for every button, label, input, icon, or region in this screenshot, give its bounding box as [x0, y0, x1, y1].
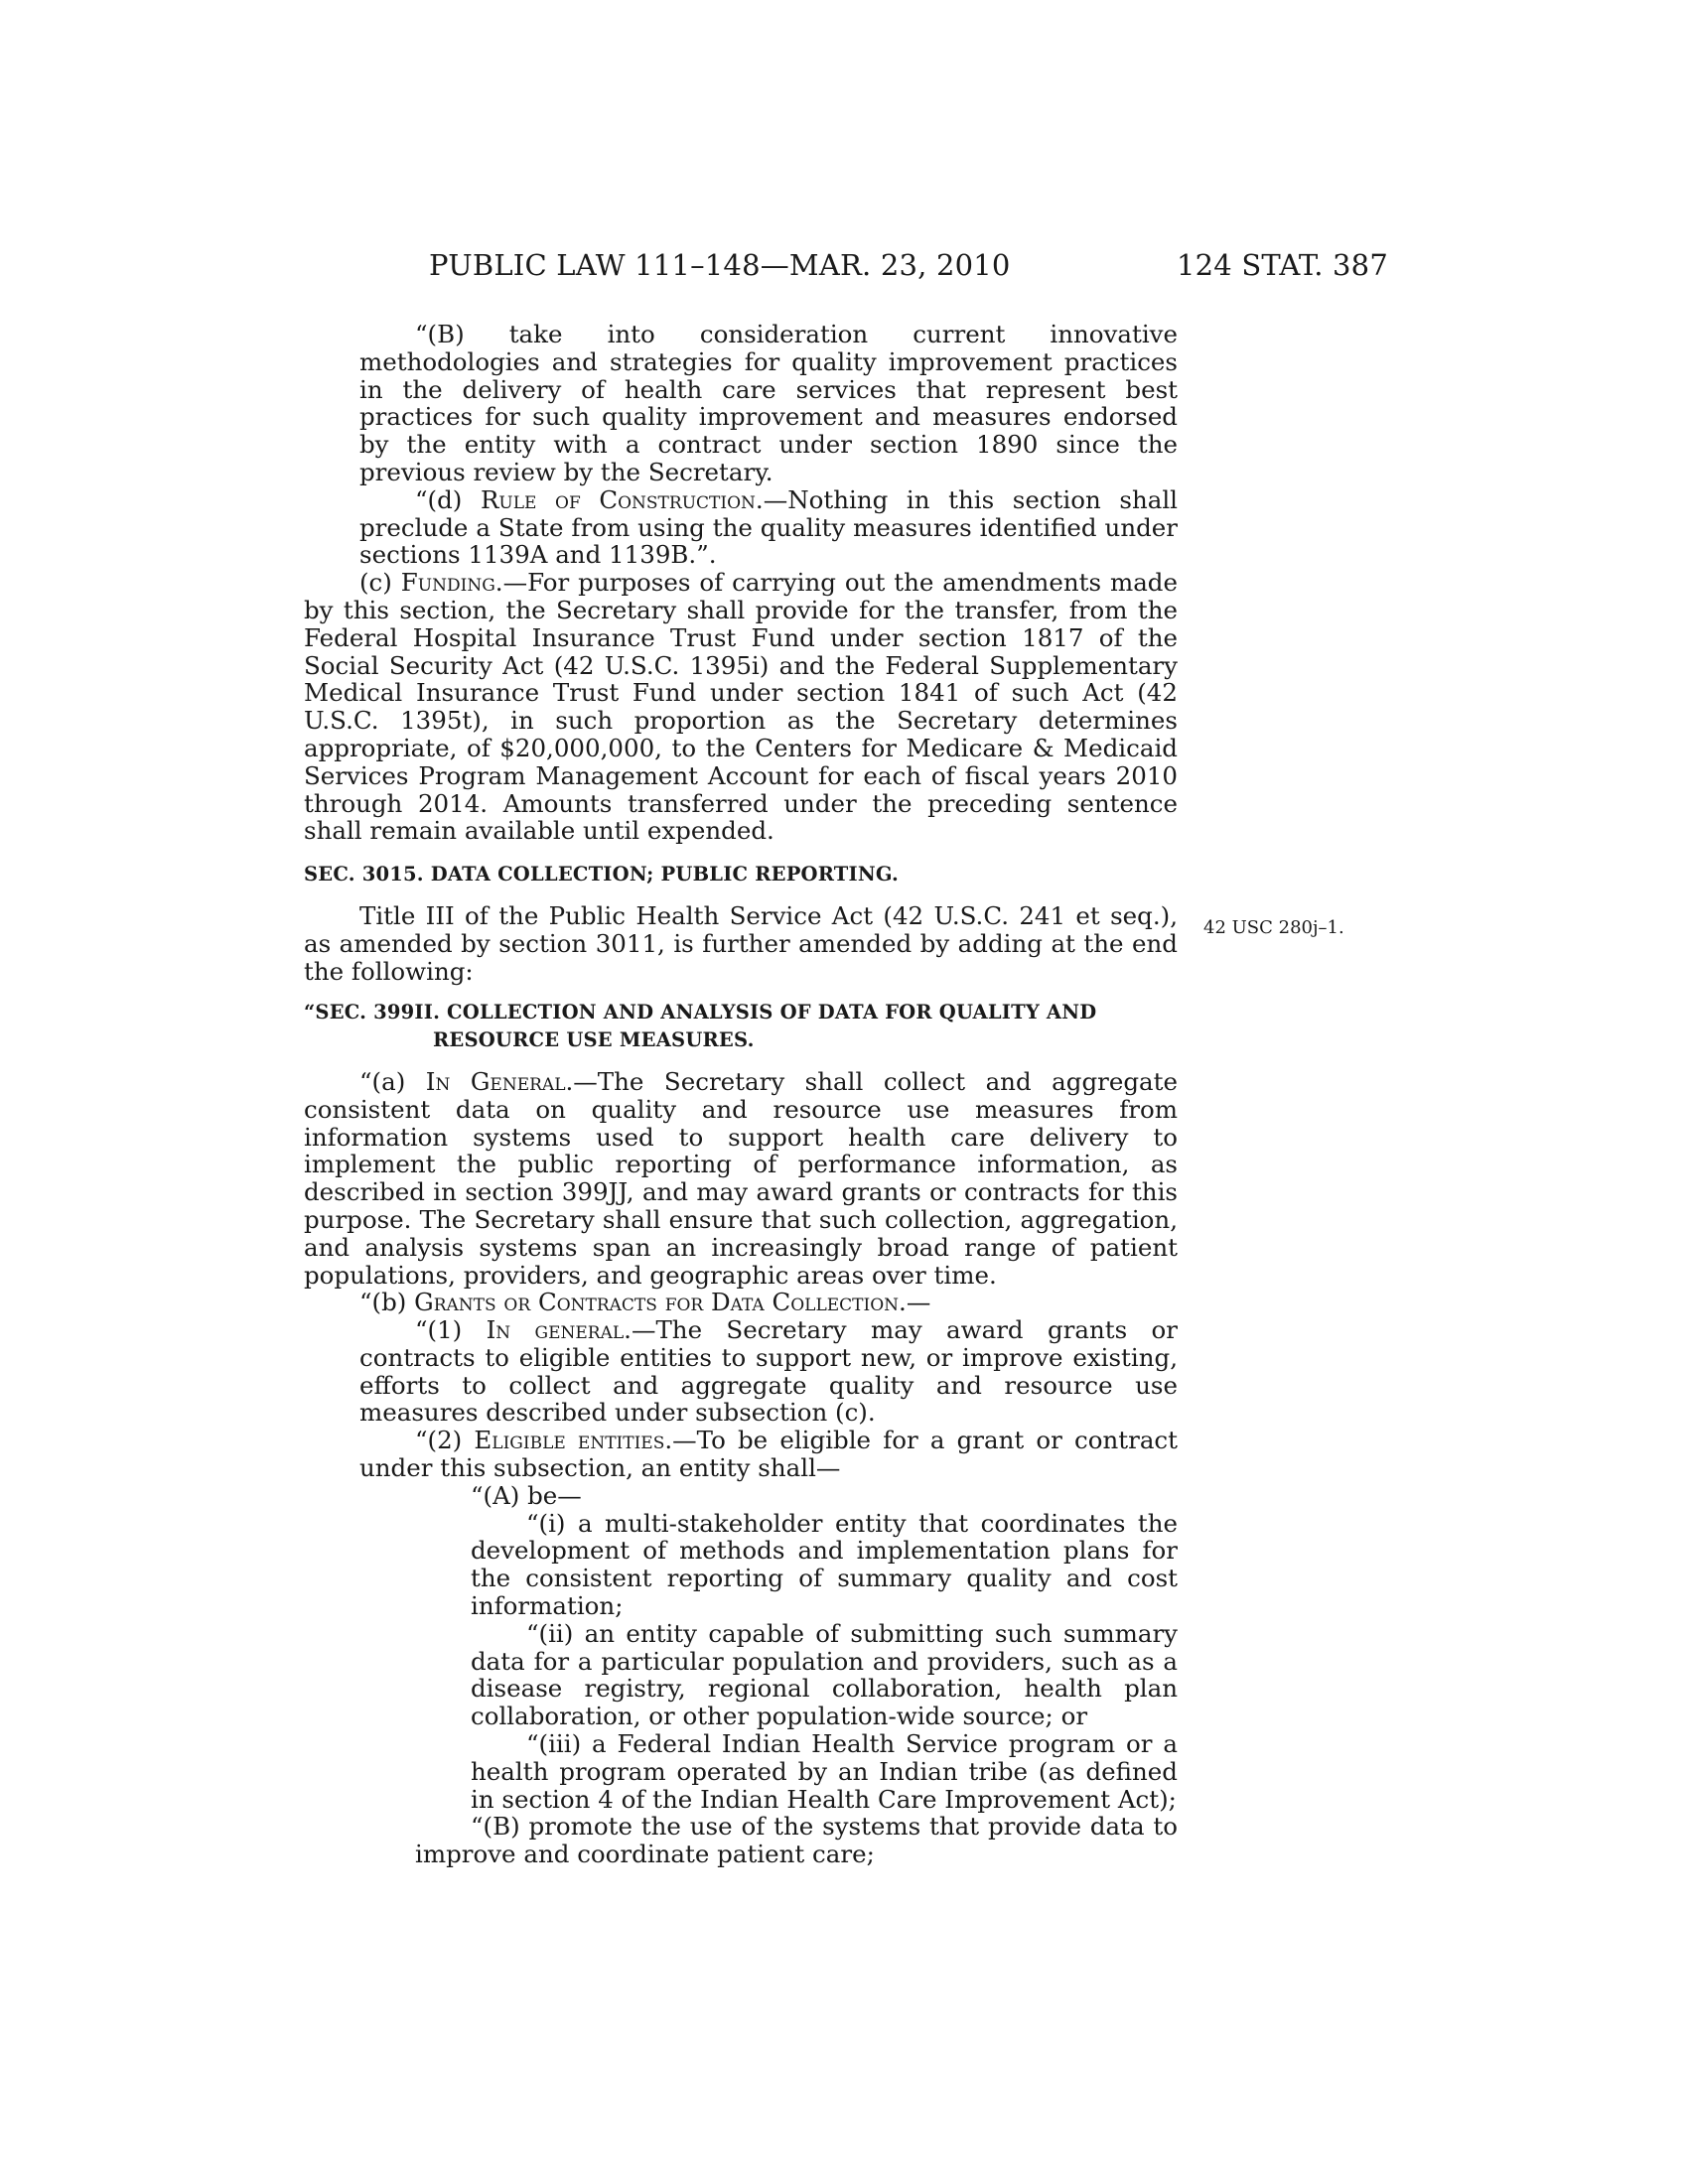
margin-note-usc: 42 USC 280j–1. [1203, 917, 1344, 938]
running-head [298, 248, 1388, 288]
subsection-d-heading: Rule of Construction [480, 484, 756, 514]
section-3015-heading: SEC. 3015. DATA COLLECTION; PUBLIC REPORTING. [304, 863, 900, 887]
statute-text [304, 321, 1178, 1868]
subsection-b-grants: “(b) Grants or Contracts for Data Collection.— [359, 1288, 931, 1317]
subsection-b-heading: Grants or Contracts for Data Collection [414, 1288, 900, 1317]
subsection-a-heading: In General [425, 1066, 566, 1096]
paragraph-2-heading: Eligible entities [474, 1426, 665, 1455]
subsection-c-funding: (c) Funding.—For purposes of carrying out the amendments made by this section, the Secretary shall provide for the transfer, from the Federal Hospital Insurance Trust Fund under section 1817 of the Social Security Act (42 U.S.C. 1395i) and the Federal Supplementary Medical Insurance Trust Fund under section 1841 of such Act (42 U.S.C. 1395t), in such proportion as the Secretary determines appropriate, of $20,000,000, to the Centers for Medicare & Medicaid Services Program Management Account for each of fiscal years 2010 through 2014. Amounts transferred under the preceding sentence shall remain available until expended. [304, 568, 1178, 846]
paragraph-2-eligible: “(2) Eligible entities.—To be eligible for a grant or contract under this subsection, an entity shall— [359, 1426, 1178, 1483]
subsection-a-general: “(a) In General.—The Secretary shall collect and aggregate consistent data on quality and resource use measures from information systems used to support health care delivery to implement the public reporting of performance information, as described in section 399JJ, and may award grants or contracts for this purpose. The Secretary shall ensure that such collection, aggregation, and analysis systems span an increasingly broad range of patient populations, providers, and geographic areas over time. [304, 1066, 1178, 1290]
header-public-law: PUBLIC LAW 111–148—MAR. 23, 2010 [429, 248, 1011, 282]
subparagraph-b-promote: “(B) promote the use of the systems that provide data to improve and coordinate patient care; [415, 1812, 1178, 1869]
header-stat-page: 124 STAT. 387 [1176, 248, 1388, 282]
clause-ii-entity: “(ii) an entity capable of submitting such summary data for a particular population and providers, such as a disease registry, regional collaboration, health plan collaboration, or other population-wide source; or [471, 1618, 1178, 1731]
section-399ii-heading: “SEC. 399II. COLLECTION AND ANALYSIS OF DATA FOR QUALITY AND RESOURCE USE MEASURES. [304, 1001, 1097, 1052]
clause-iii-ihs: “(iii) a Federal Indian Health Service program or a health program operated by an Indian tribe (as defined in section 4 of the Indian Health Care Improvement Act); [471, 1729, 1178, 1814]
subsection-d-rule: “(d) Rule of Construction.—Nothing in this section shall preclude a State from using the quality measures identified under sections 1139A and 1139B.”. [359, 484, 1178, 570]
clause-b-quality: “(B) take into consideration current innovative methodologies and strategies for quality improvement practices in the delivery of health care services that represent best practices for such quality improvement and measures endorsed by the entity with a contract under section 1890 since the previous review by the Secretary. [359, 320, 1178, 486]
title-iii-amendment: Title III of the Public Health Service Act (42 U.S.C. 241 et seq.), as amended by section 3011, is further amended by adding at the end the following: [304, 900, 1178, 986]
subparagraph-a-be: “(A) be— [471, 1480, 582, 1510]
subsection-c-heading: Funding [400, 568, 495, 598]
clause-i-multi-stakeholder: “(i) a multi-stakeholder entity that coordinates the development of methods and implementation plans for the consistent reporting of summary quality and cost information; [471, 1508, 1178, 1621]
paragraph-1-heading: In general [486, 1315, 625, 1345]
paragraph-1-general: “(1) In general.—The Secretary may award grants or contracts to eligible entities to support new, or improve existing, efforts to collect and aggregate quality and resource use measures described under subsection (c). [359, 1315, 1178, 1428]
